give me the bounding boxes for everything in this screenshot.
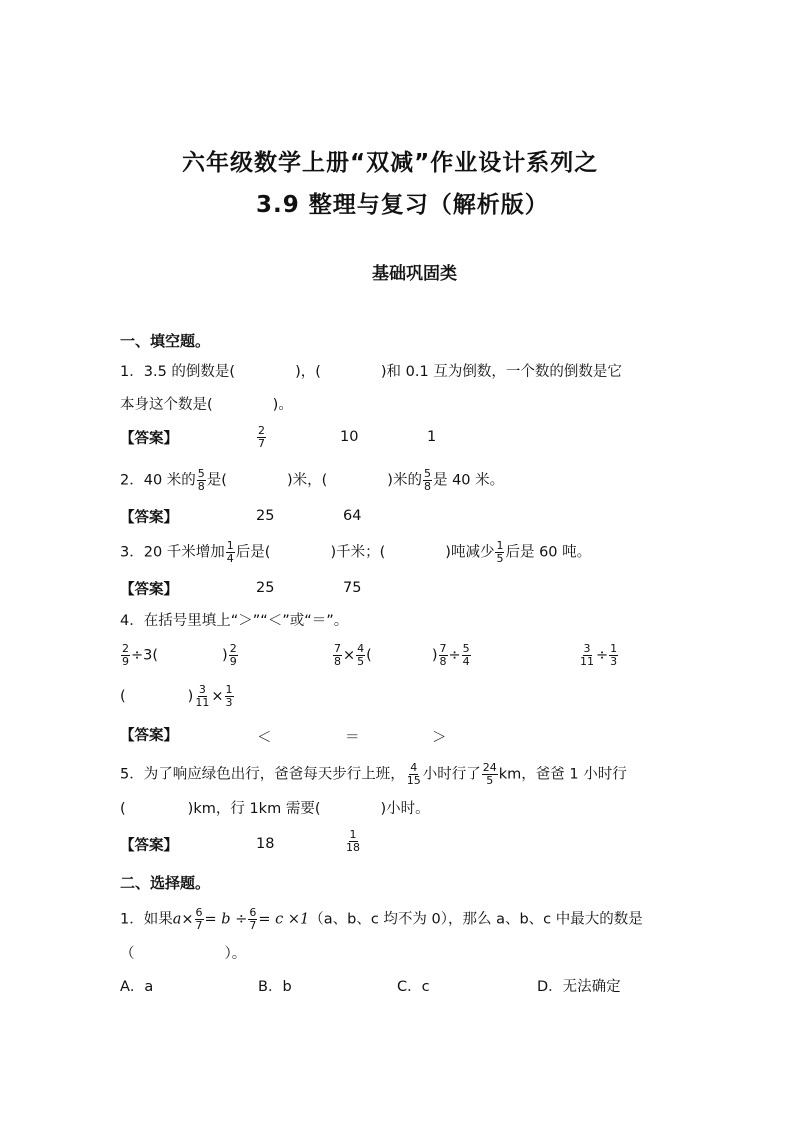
fraction bbox=[495, 540, 504, 565]
text-segment: ) bbox=[222, 647, 228, 664]
fraction bbox=[345, 829, 361, 854]
text-segment: 1 bbox=[226, 539, 234, 552]
text-segment: 24 bbox=[482, 761, 497, 774]
text-segment: 3 bbox=[583, 642, 591, 655]
option-c[interactable]: C．c bbox=[397, 979, 430, 995]
answer-value: ＜ bbox=[257, 730, 272, 746]
fraction bbox=[194, 684, 210, 709]
text-segment: 3 bbox=[610, 655, 618, 668]
text-segment: )km，行 1km 需要( bbox=[187, 801, 321, 817]
comparison-c-right bbox=[120, 684, 235, 709]
comparison-b bbox=[332, 643, 472, 668]
text-segment: )小时。 bbox=[380, 801, 430, 817]
text-segment: = b ÷ bbox=[204, 911, 248, 928]
text-segment: 3． bbox=[120, 544, 144, 561]
text-segment: 6 bbox=[249, 906, 257, 919]
answer-label: 【答案】 bbox=[120, 838, 178, 854]
text-segment: 5 bbox=[462, 642, 470, 655]
answer-value: 25 bbox=[256, 508, 275, 524]
text-segment: 如果 bbox=[143, 911, 173, 928]
option-b[interactable]: B．b bbox=[258, 979, 292, 995]
text-segment: 4 bbox=[226, 552, 234, 565]
text-segment: × bbox=[343, 647, 356, 664]
answer-label: 【答案】 bbox=[120, 582, 178, 598]
text-segment: )和 0.1 互为倒数，一个数的倒数是它 bbox=[380, 364, 622, 380]
text-segment: )吨减少 bbox=[445, 544, 495, 561]
text-segment: 是( bbox=[206, 472, 227, 489]
answer-label: 【答案】 bbox=[120, 510, 178, 526]
fraction bbox=[195, 907, 204, 932]
question-5 bbox=[120, 762, 627, 787]
text-segment: 5 bbox=[357, 655, 365, 668]
text-segment: ÷3( bbox=[131, 647, 159, 664]
text-segment: 4 bbox=[410, 761, 418, 774]
fraction bbox=[609, 643, 618, 668]
fraction bbox=[439, 643, 448, 668]
text-segment: 3 bbox=[225, 696, 233, 709]
text-segment: 1 bbox=[349, 828, 357, 841]
question-text: 3.5 的倒数是( bbox=[143, 364, 236, 380]
text-segment: 1 bbox=[610, 642, 618, 655]
fraction bbox=[333, 643, 342, 668]
text-segment: 18 bbox=[346, 841, 360, 854]
text-segment: 7 bbox=[439, 642, 447, 655]
text-segment: km，爸爸 1 小时行 bbox=[498, 766, 627, 783]
text-segment: 7 bbox=[195, 919, 203, 932]
text-segment: ) bbox=[187, 688, 194, 705]
text-segment: 7 bbox=[249, 919, 257, 932]
text-segment: 8 bbox=[334, 655, 341, 668]
fraction bbox=[406, 762, 422, 787]
text-segment: 1． bbox=[120, 911, 144, 928]
text-segment: )。 bbox=[272, 397, 293, 413]
text-segment: 40 米的 bbox=[143, 472, 196, 489]
answer-value: ＞ bbox=[432, 730, 447, 746]
text-segment: 6 bbox=[195, 906, 203, 919]
answer-fraction bbox=[344, 829, 362, 854]
text-segment: 1 bbox=[496, 539, 504, 552]
fraction bbox=[257, 425, 266, 450]
option-d[interactable]: D．无法确定 bbox=[537, 979, 621, 995]
question-2 bbox=[120, 468, 504, 493]
text-segment: × bbox=[181, 911, 194, 928]
text-segment: = c ×1 bbox=[258, 911, 310, 928]
fraction bbox=[356, 643, 365, 668]
fraction bbox=[482, 762, 498, 787]
comparison-c-left bbox=[578, 643, 619, 668]
fraction bbox=[121, 643, 130, 668]
answer-label: 【答案】 bbox=[120, 431, 178, 447]
text-segment: 4 bbox=[357, 642, 365, 655]
text-segment: )，( bbox=[295, 364, 321, 380]
text-segment: 15 bbox=[406, 774, 421, 787]
text-segment: × bbox=[211, 688, 224, 705]
fraction bbox=[248, 907, 257, 932]
text-segment: 1 bbox=[225, 683, 233, 696]
text-segment: ) bbox=[431, 647, 438, 664]
text-segment: 2 bbox=[122, 642, 129, 655]
text-segment: 2 bbox=[229, 642, 237, 655]
text-segment: 8 bbox=[439, 655, 447, 668]
fraction bbox=[423, 468, 432, 493]
section-heading-fill-blank: 一、填空题。 bbox=[120, 332, 211, 350]
question-4 bbox=[120, 611, 348, 631]
text-segment: 2 bbox=[258, 424, 265, 437]
text-segment: （ bbox=[120, 946, 135, 962]
text-segment: 11 bbox=[195, 696, 210, 709]
section-heading-multiple-choice: 二、选择题。 bbox=[120, 874, 211, 892]
text-segment: 5 bbox=[486, 774, 494, 787]
fraction bbox=[225, 684, 234, 709]
answer-value: 10 bbox=[340, 429, 359, 445]
question-1 bbox=[120, 362, 622, 382]
text-segment: ÷ bbox=[448, 647, 461, 664]
text-segment: a bbox=[172, 911, 182, 928]
text-segment: 8 bbox=[197, 480, 205, 493]
choice-question-1-line-2 bbox=[120, 944, 246, 964]
text-segment: 在括号里填上“＞”“＜”或“＝”。 bbox=[143, 613, 349, 629]
text-segment: 3 bbox=[198, 683, 206, 696]
text-segment: ）。 bbox=[224, 946, 247, 962]
text-segment: 7 bbox=[258, 437, 265, 450]
question-5-line-2 bbox=[120, 799, 430, 819]
answer-value: 64 bbox=[343, 508, 362, 524]
text-segment: 2． bbox=[120, 472, 144, 489]
choice-question-1 bbox=[120, 907, 643, 932]
text-segment: 后是( bbox=[235, 544, 271, 561]
text-segment: )千米；( bbox=[330, 544, 386, 561]
text-segment: 后是 60 吨。 bbox=[505, 544, 592, 561]
text-segment: 4 bbox=[462, 655, 470, 668]
text-segment: 5． bbox=[120, 766, 144, 783]
text-segment: 9 bbox=[122, 655, 129, 668]
text-segment: 是 40 米。 bbox=[432, 472, 505, 489]
text-segment: 5 bbox=[197, 467, 205, 480]
text-segment: 7 bbox=[334, 642, 341, 655]
title-line-2: 3.9 整理与复习（解析版） bbox=[256, 192, 549, 218]
text-segment: ( bbox=[120, 688, 126, 705]
text-segment: 5 bbox=[423, 467, 431, 480]
fraction bbox=[229, 643, 238, 668]
fraction bbox=[462, 643, 471, 668]
text-segment: )米，( bbox=[286, 472, 328, 489]
answer-label: 【答案】 bbox=[120, 728, 178, 744]
title-line-1: 六年级数学上册“双减”作业设计系列之 bbox=[182, 150, 599, 176]
text-segment: 小时行了 bbox=[422, 766, 481, 783]
answer-fraction bbox=[256, 425, 267, 450]
text-segment: ( bbox=[366, 647, 372, 664]
text-segment: 5 bbox=[496, 552, 504, 565]
answer-value: 1 bbox=[427, 429, 437, 445]
text-segment: ÷ bbox=[596, 647, 609, 664]
text-segment: 本身这个数是( bbox=[120, 397, 213, 413]
text-segment: 为了响应绿色出行，爸爸每天步行上班， bbox=[143, 766, 405, 783]
answer-value: 25 bbox=[256, 580, 275, 596]
option-a[interactable]: A．a bbox=[120, 979, 154, 995]
comparison-a bbox=[120, 643, 239, 668]
answer-value: 75 bbox=[343, 580, 362, 596]
question-3 bbox=[120, 540, 591, 565]
answer-value: ＝ bbox=[345, 730, 360, 746]
text-segment: 9 bbox=[229, 655, 237, 668]
subtitle: 基础巩固类 bbox=[372, 264, 457, 284]
text-segment: ( bbox=[120, 801, 126, 817]
question-number: 1． bbox=[120, 364, 144, 380]
answer-value: 18 bbox=[256, 836, 275, 852]
text-segment: （a、b、c 均不为 0），那么 a、b、c 中最大的数是 bbox=[309, 911, 643, 928]
fraction bbox=[197, 468, 206, 493]
text-segment: 4． bbox=[120, 613, 144, 629]
text-segment: 11 bbox=[580, 655, 594, 668]
question-1-line-2 bbox=[120, 395, 293, 415]
text-segment: )米的 bbox=[387, 472, 422, 489]
text-segment: 8 bbox=[423, 480, 431, 493]
text-segment: 20 千米增加 bbox=[143, 544, 225, 561]
fraction bbox=[579, 643, 595, 668]
fraction bbox=[226, 540, 235, 565]
